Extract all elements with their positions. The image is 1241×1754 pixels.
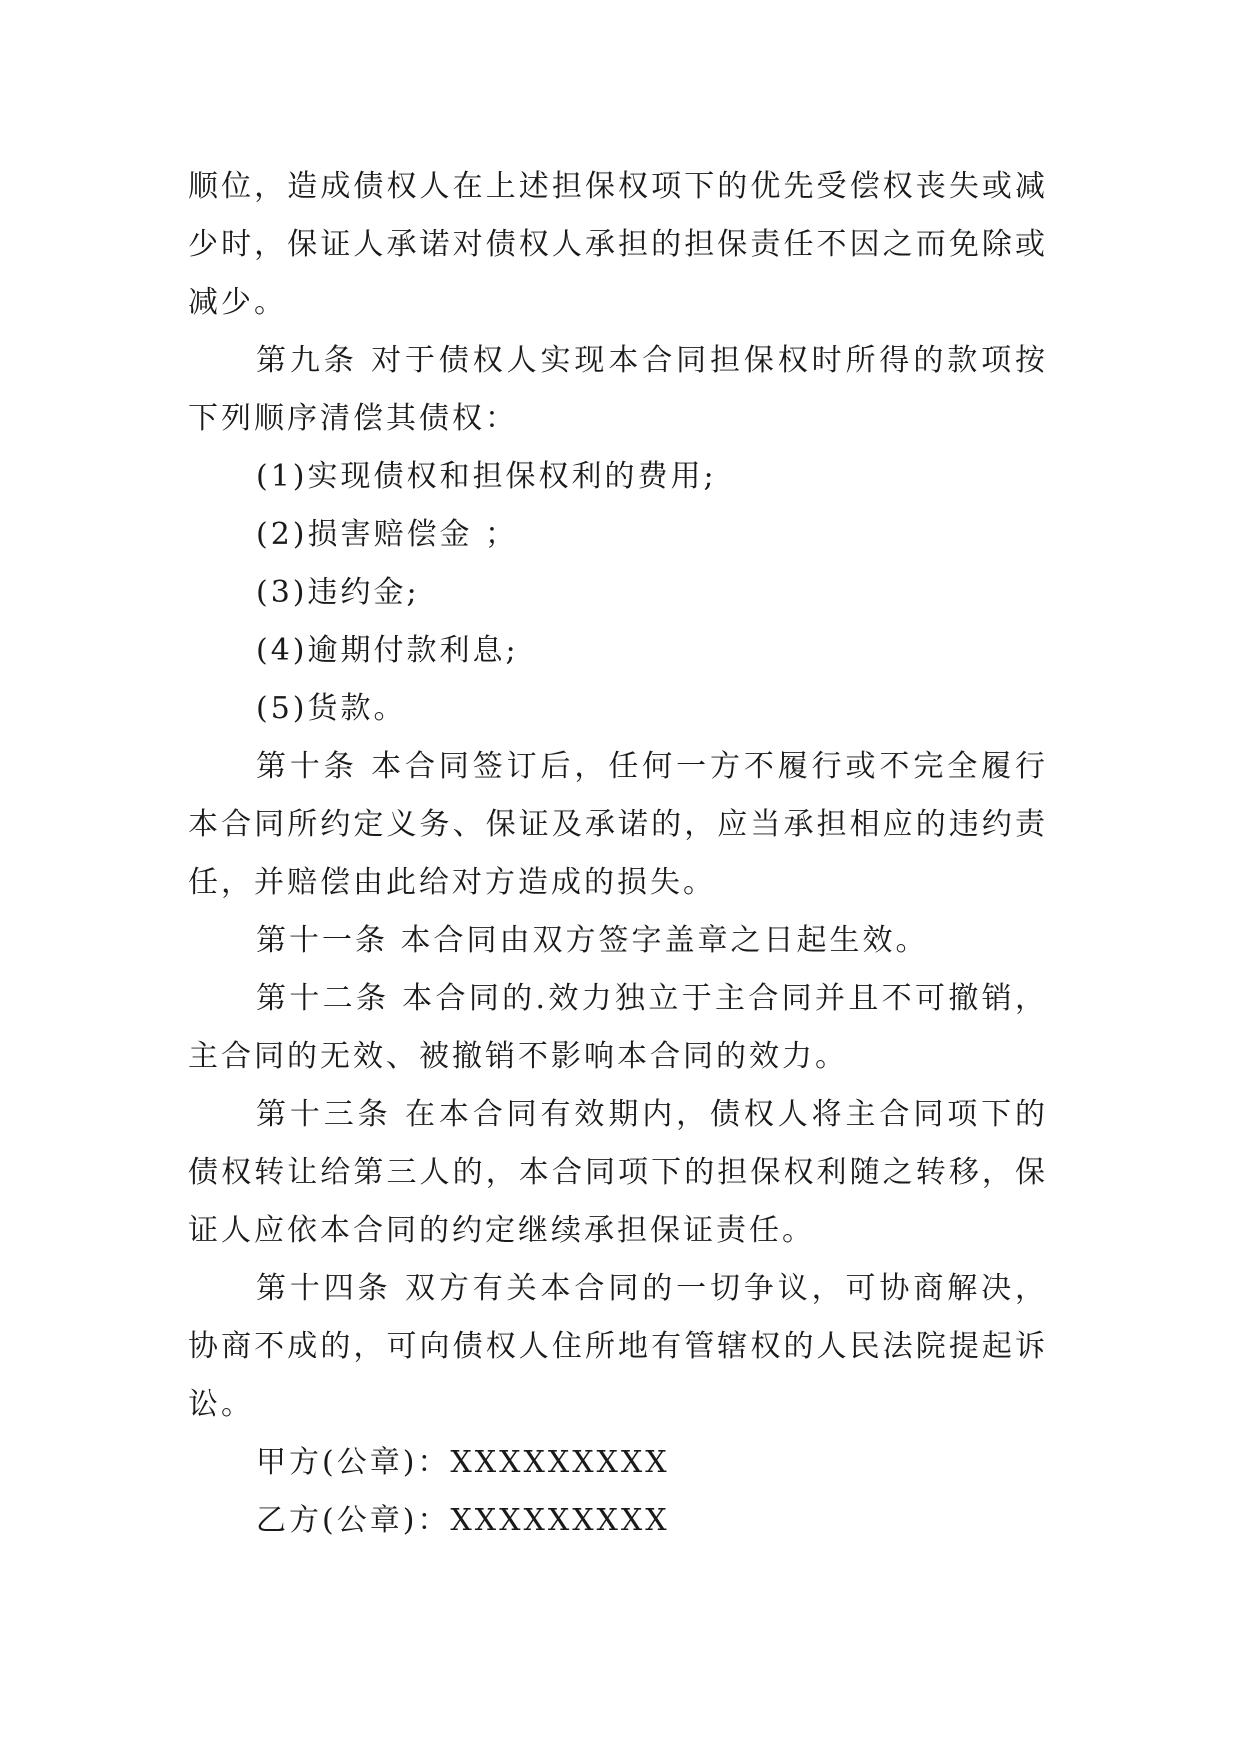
article-11: 第十一条 本合同由双方签字盖章之日起生效。	[256, 923, 929, 958]
list-item-1: (1)实现债权和担保权利的费用;	[256, 459, 717, 494]
list-item-5: (5)货款。	[256, 691, 407, 726]
list-item-2: (2)损害赔偿金 ；	[256, 517, 519, 552]
list-item-4: (4)逾期付款利息;	[256, 633, 519, 668]
party-a-seal: 甲方(公章)：XXXXXXXXX	[256, 1445, 670, 1480]
article-9: 第九条 对于债权人实现本合同担保权时所得的款项按下列顺序清偿其债权：	[188, 343, 1048, 436]
list-item-3: (3)违约金;	[256, 575, 420, 610]
article-13: 第十三条 在本合同有效期内，债权人将主合同项下的债权转让给第三人的，本合同项下的担保权利随之转移，保证人应依本合同的约定继续承担保证责任。	[188, 1097, 1048, 1248]
article-12: 第十二条 本合同的.效力独立于主合同并且不可撤销，主合同的无效、被撤销不影响本合同的效力。	[188, 981, 1048, 1074]
party-b-seal: 乙方(公章)：XXXXXXXXX	[256, 1503, 670, 1538]
article-10: 第十条 本合同签订后，任何一方不履行或不完全履行本合同所约定义务、保证及承诺的，应当承担相应的违约责任，并赔偿由此给对方造成的损失。	[188, 749, 1048, 900]
paragraph-continuation: 顺位，造成债权人在上述担保权项下的优先受偿权丧失或减少时，保证人承诺对债权人承担的担保责任不因之而免除或减少。	[188, 169, 1048, 320]
article-14: 第十四条 双方有关本合同的一切争议，可协商解决，协商不成的，可向债权人住所地有管辖权的人民法院提起诉讼。	[188, 1271, 1048, 1422]
document-body	[188, 158, 1048, 1550]
